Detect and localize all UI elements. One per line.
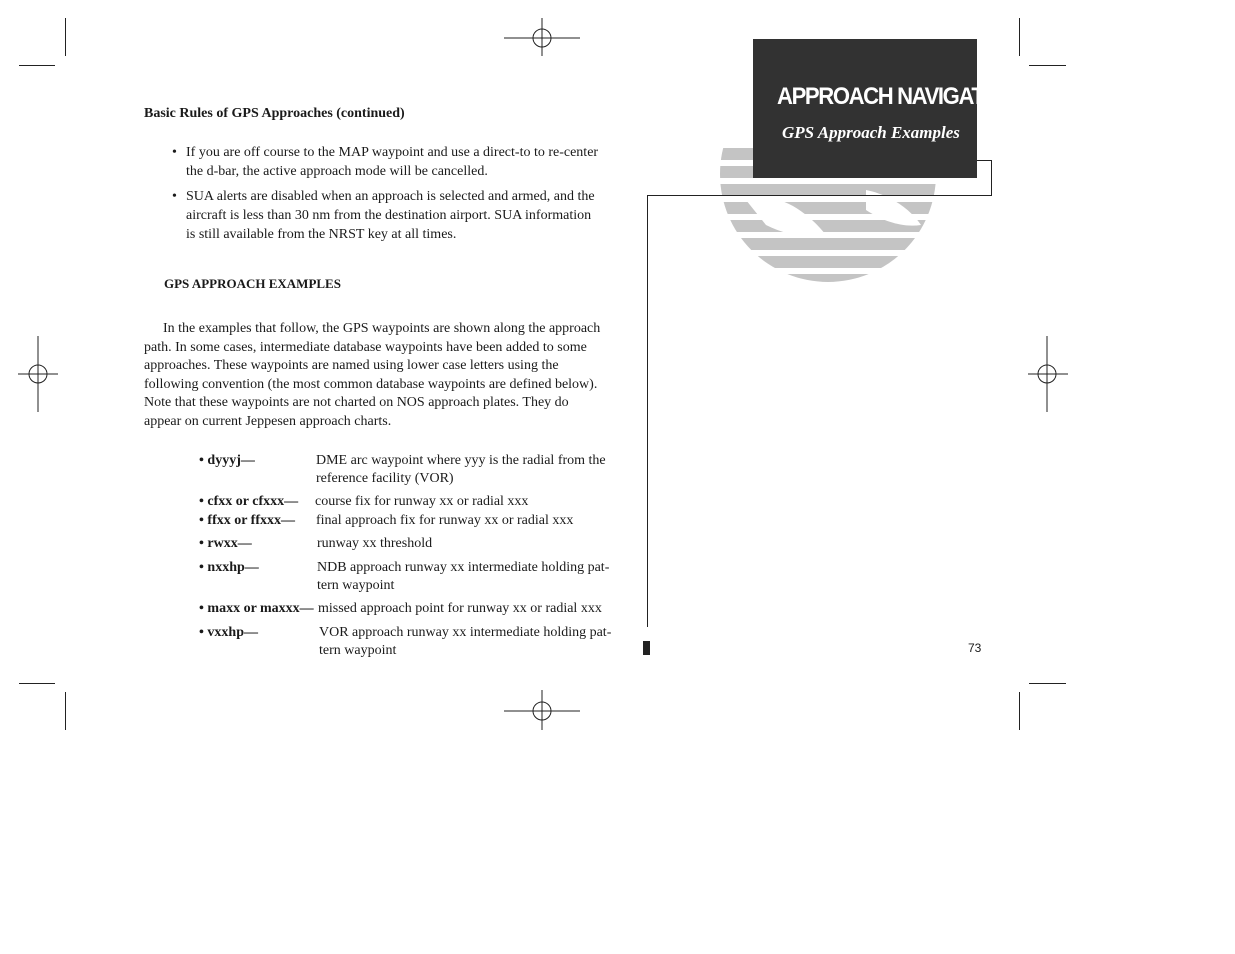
section-heading: Basic Rules of GPS Approaches (continued) — [144, 106, 405, 121]
definition-text: NDB approach runway xx intermediate holding pat- — [317, 560, 610, 575]
bracket-line-top — [647, 195, 992, 196]
registration-mark-bottom — [504, 690, 580, 732]
page-marker — [643, 641, 650, 655]
definition-text: runway xx threshold — [317, 536, 433, 551]
bullet-item: • If you are off course to the MAP waypoint and use a direct-to to re-center the d-bar, the active approach mode will be cancelled. — [170, 143, 602, 181]
definition-text: reference facility (VOR) — [316, 471, 454, 486]
definition-text: course fix for runway xx or radial xxx — [315, 494, 529, 509]
definition-text: missed approach point for runway xx or radial xxx — [318, 601, 602, 616]
definition-term: • vxxhp— — [199, 625, 258, 640]
definition-text: tern waypoint — [317, 578, 395, 593]
definition-term: • rwxx— — [199, 536, 252, 551]
examples-intro: In the examples that follow, the GPS waypoints are shown along the approach path. In some cases, intermediate database waypoints have been added to some approaches. These waypoints are named using lower case letters using the following convention (the most common database waypoints are defined below). Note that these waypoints are not charted on NOS approach plates. They do appear on current Jeppesen approach charts. — [144, 321, 601, 429]
chapter-header — [753, 39, 1019, 178]
definition-text: tern waypoint — [319, 643, 397, 658]
bracket-line-tab — [977, 160, 992, 161]
bracket-line-vertical — [647, 195, 648, 627]
definition-text: final approach fix for runway xx or radial xxx — [316, 513, 574, 528]
bullet-item: • SUA alerts are disabled when an approach is selected and armed, and the aircraft is less than 30 nm from the destination airport. SUA information is still available from the NRST key at all times. — [170, 187, 602, 244]
registration-mark-top — [504, 18, 580, 58]
definition-term: • dyyyj— — [199, 453, 255, 468]
chapter-subtitle: GPS Approach Examples — [782, 123, 960, 142]
definition-text: VOR approach runway xx intermediate holding pat- — [319, 625, 612, 640]
definition-term: • maxx or maxxx— — [199, 601, 314, 616]
page-number: 73 — [968, 641, 982, 655]
examples-heading: GPS APPROACH EXAMPLES — [164, 276, 341, 291]
bullet-list — [170, 143, 602, 250]
registration-mark-left — [18, 336, 58, 412]
definition-term: • cfxx or cfxxx— — [199, 494, 299, 509]
definition-term: • nxxhp— — [199, 560, 259, 575]
bracket-line-right — [991, 160, 992, 196]
definition-text: DME arc waypoint where yyy is the radial from the — [316, 453, 606, 468]
chapter-title: APPROACH NAVIGATION — [777, 83, 1019, 110]
definition-term: • ffxx or ffxxx— — [199, 513, 296, 528]
registration-mark-right — [1028, 336, 1068, 412]
